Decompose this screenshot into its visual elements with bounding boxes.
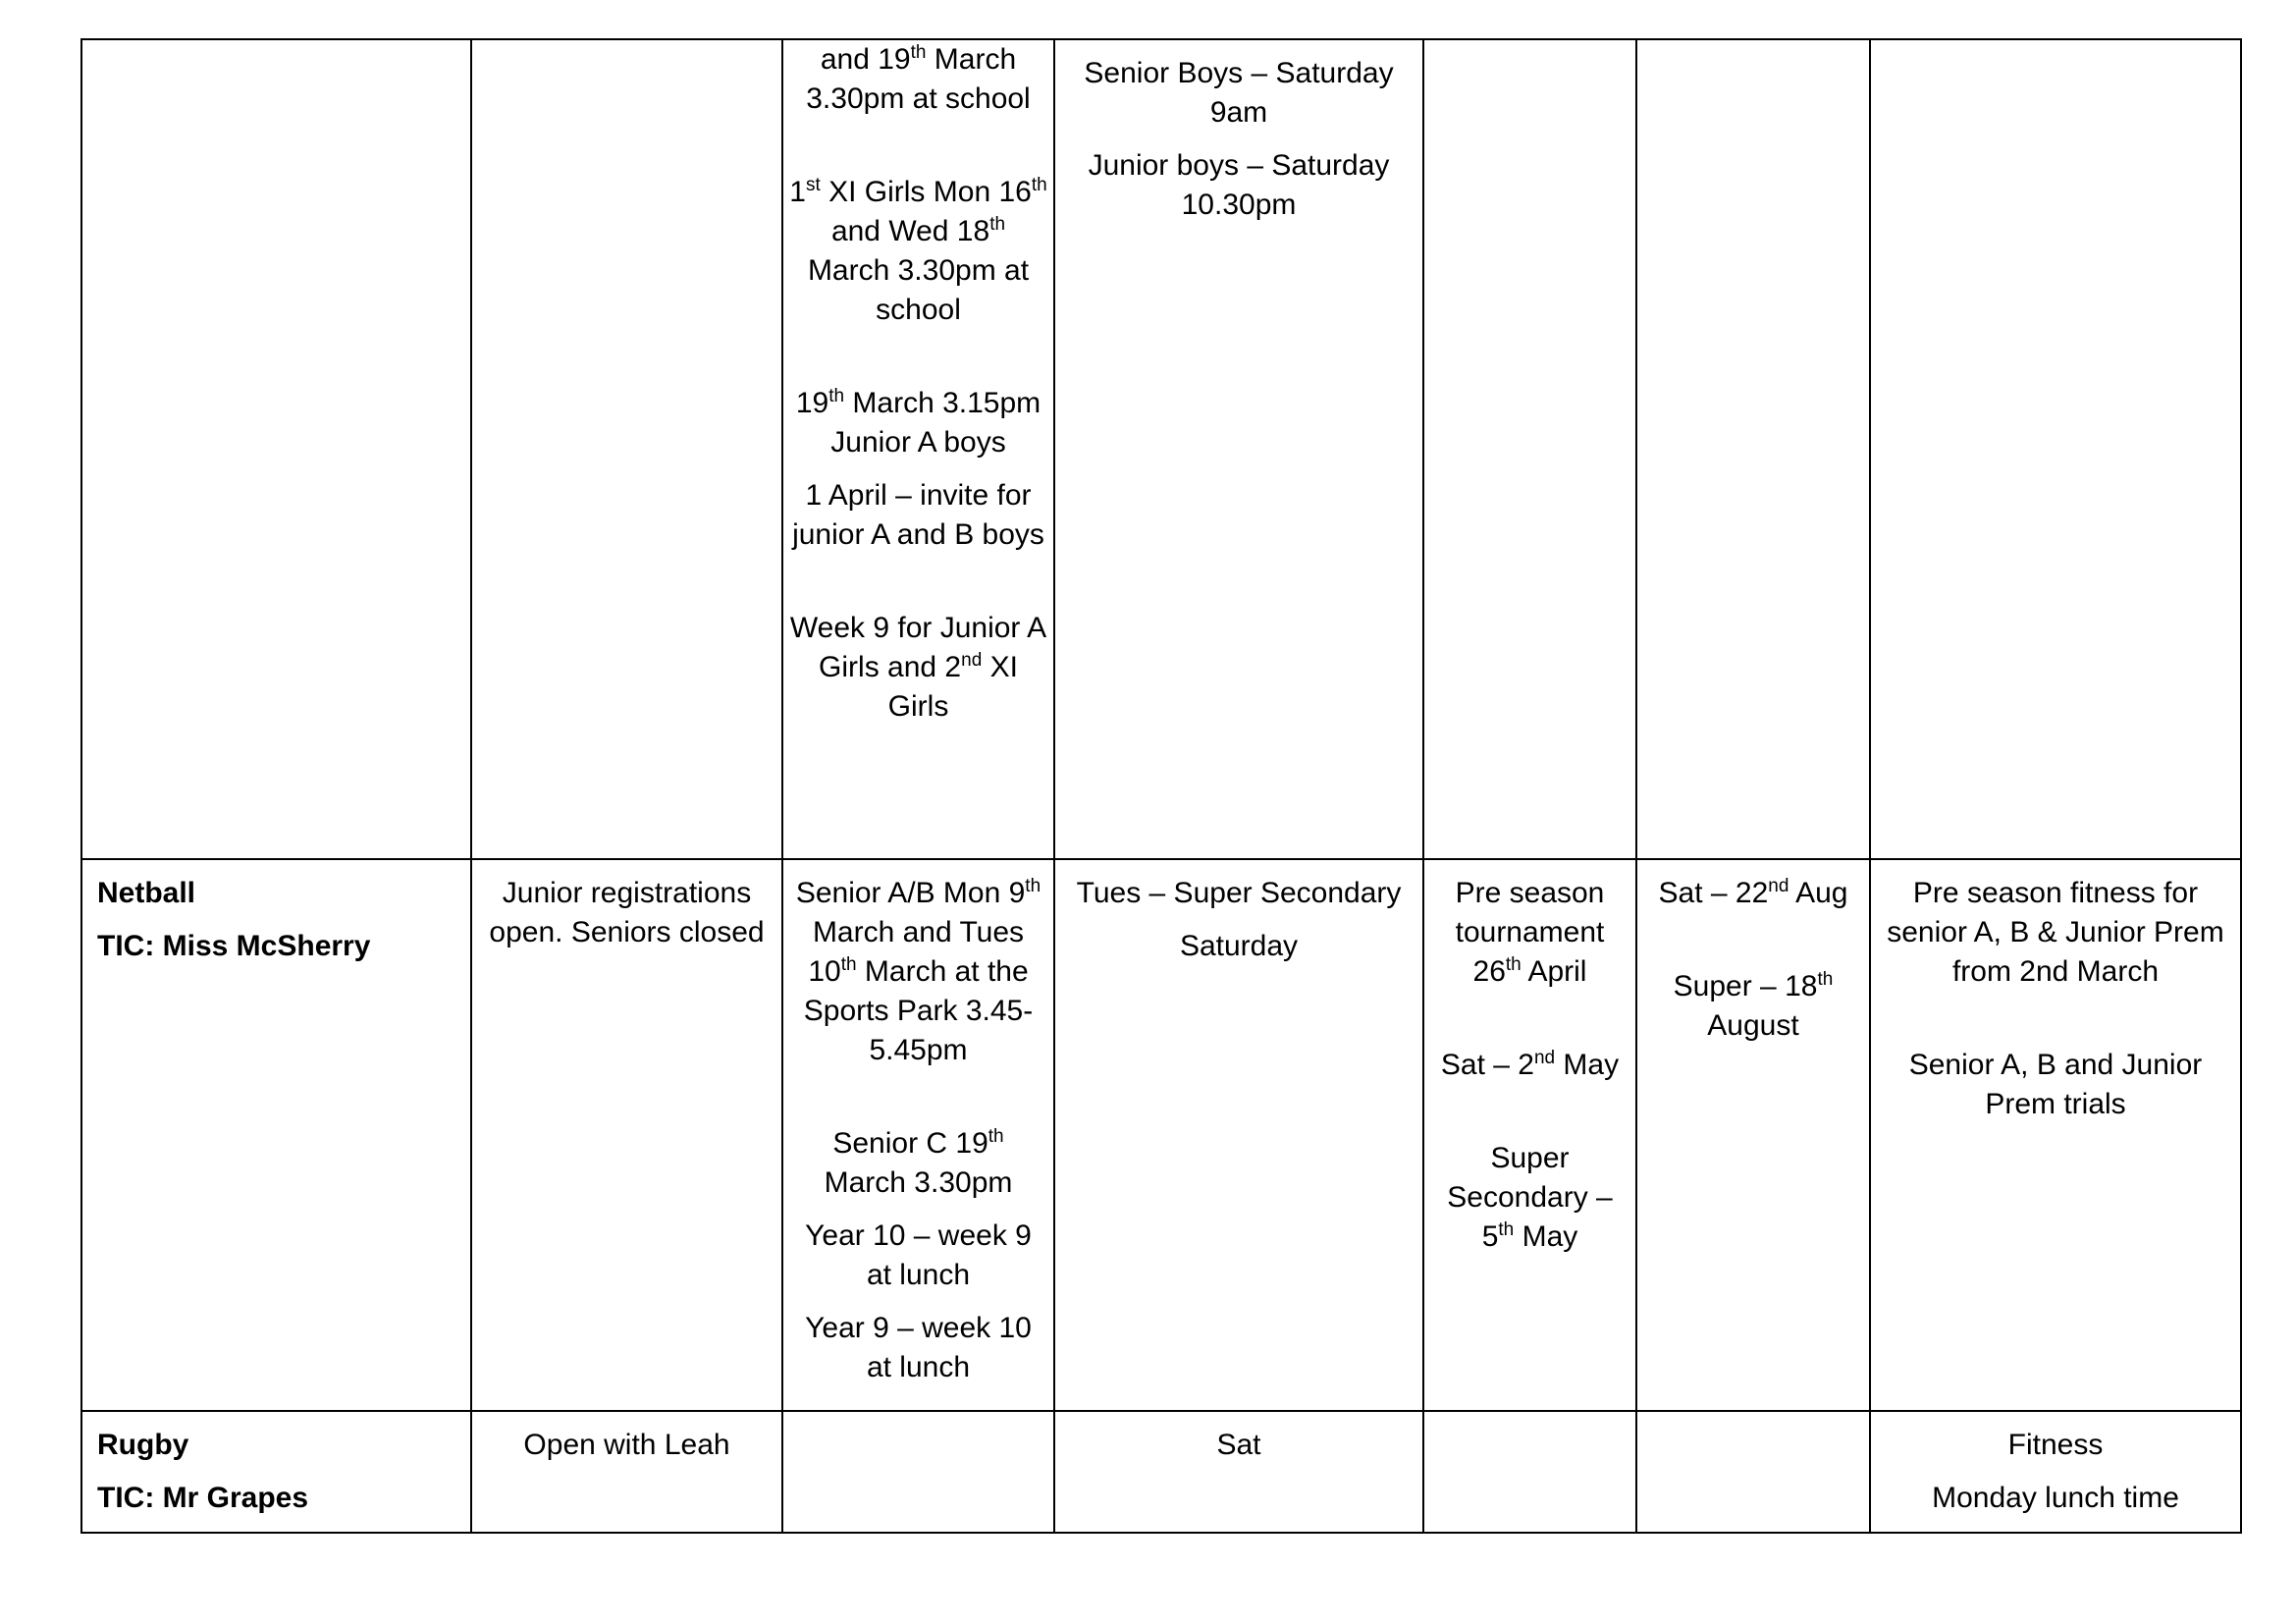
competition-entry: Saturday <box>1179 930 1299 962</box>
fitness-entry: Monday lunch time <box>1932 1482 2179 1514</box>
registrations-text: Junior registrations open. Seniors closed <box>489 877 765 948</box>
registrations-cell <box>471 859 782 1411</box>
season-end-entry: Super – 18th August <box>1673 969 1834 1042</box>
sport-name: Netball <box>97 877 196 909</box>
registrations-cell <box>471 1411 782 1533</box>
fitness-entry: Fitness <box>2007 1429 2104 1461</box>
season-end-cell <box>1636 39 1870 859</box>
season-start-cell <box>1423 1411 1636 1533</box>
season-end-cell <box>1636 1411 1870 1533</box>
competition-cell <box>1054 39 1423 859</box>
season-start-entry: Sat – 2nd May <box>1440 1048 1620 1081</box>
trials-entry: 1 April – invite for junior A and B boys <box>792 479 1044 551</box>
sports-schedule-table <box>80 38 2242 1534</box>
sport-cell <box>81 39 471 859</box>
fitness-entry: Senior A, B and Junior Prem trials <box>1908 1049 2203 1120</box>
table-row <box>81 39 2241 859</box>
competition-entry: Junior boys – Saturday 10.30pm <box>1088 149 1390 221</box>
competition-entry: Sat <box>1216 1429 1261 1461</box>
trials-entry: Year 10 – week 9 at lunch <box>805 1219 1032 1291</box>
registrations-cell <box>471 39 782 859</box>
season-start-entry: Super Secondary – 5th May <box>1447 1142 1613 1253</box>
teacher-in-charge: TIC: Mr Grapes <box>97 1482 309 1514</box>
season-start-cell <box>1423 39 1636 859</box>
season-end-cell <box>1636 859 1870 1411</box>
competition-entry: Senior Boys – Saturday 9am <box>1084 57 1394 129</box>
season-start-cell <box>1423 859 1636 1411</box>
trials-entry: and 19th March 3.30pm at school <box>806 42 1031 115</box>
sport-cell <box>81 1411 471 1533</box>
trials-cell <box>782 859 1054 1411</box>
sport-cell <box>81 859 471 1411</box>
competition-entry: Tues – Super Secondary <box>1076 877 1402 909</box>
fitness-cell <box>1870 1411 2241 1533</box>
trials-entry: Senior C 19th March 3.30pm <box>824 1126 1013 1199</box>
competition-cell <box>1054 859 1423 1411</box>
fitness-cell <box>1870 859 2241 1411</box>
fitness-cell <box>1870 39 2241 859</box>
season-start-entry: Pre season tournament 26th April <box>1455 877 1605 988</box>
trials-entry: Year 9 – week 10 at lunch <box>805 1312 1032 1383</box>
sport-name: Rugby <box>97 1429 189 1461</box>
trials-entry: 1st XI Girls Mon 16th and Wed 18th March 3.30pm at school <box>789 175 1047 326</box>
trials-entry: Week 9 for Junior A Girls and 2nd XI Girls <box>789 612 1047 723</box>
competition-cell <box>1054 1411 1423 1533</box>
registrations-text: Open with Leah <box>523 1429 730 1461</box>
trials-cell <box>782 1411 1054 1533</box>
trials-entry: 19th March 3.15pm Junior A boys <box>795 386 1041 459</box>
table-row <box>81 859 2241 1411</box>
trials-entry: Senior A/B Mon 9th March and Tues 10th March at the Sports Park 3.45-5.45pm <box>795 876 1041 1066</box>
fitness-entry: Pre season fitness for senior A, B & Junior Prem from 2nd March <box>1887 877 2224 988</box>
table-row <box>81 1411 2241 1533</box>
season-end-entry: Sat – 22nd Aug <box>1658 876 1848 909</box>
teacher-in-charge: TIC: Miss McSherry <box>97 930 371 962</box>
trials-cell <box>782 39 1054 859</box>
